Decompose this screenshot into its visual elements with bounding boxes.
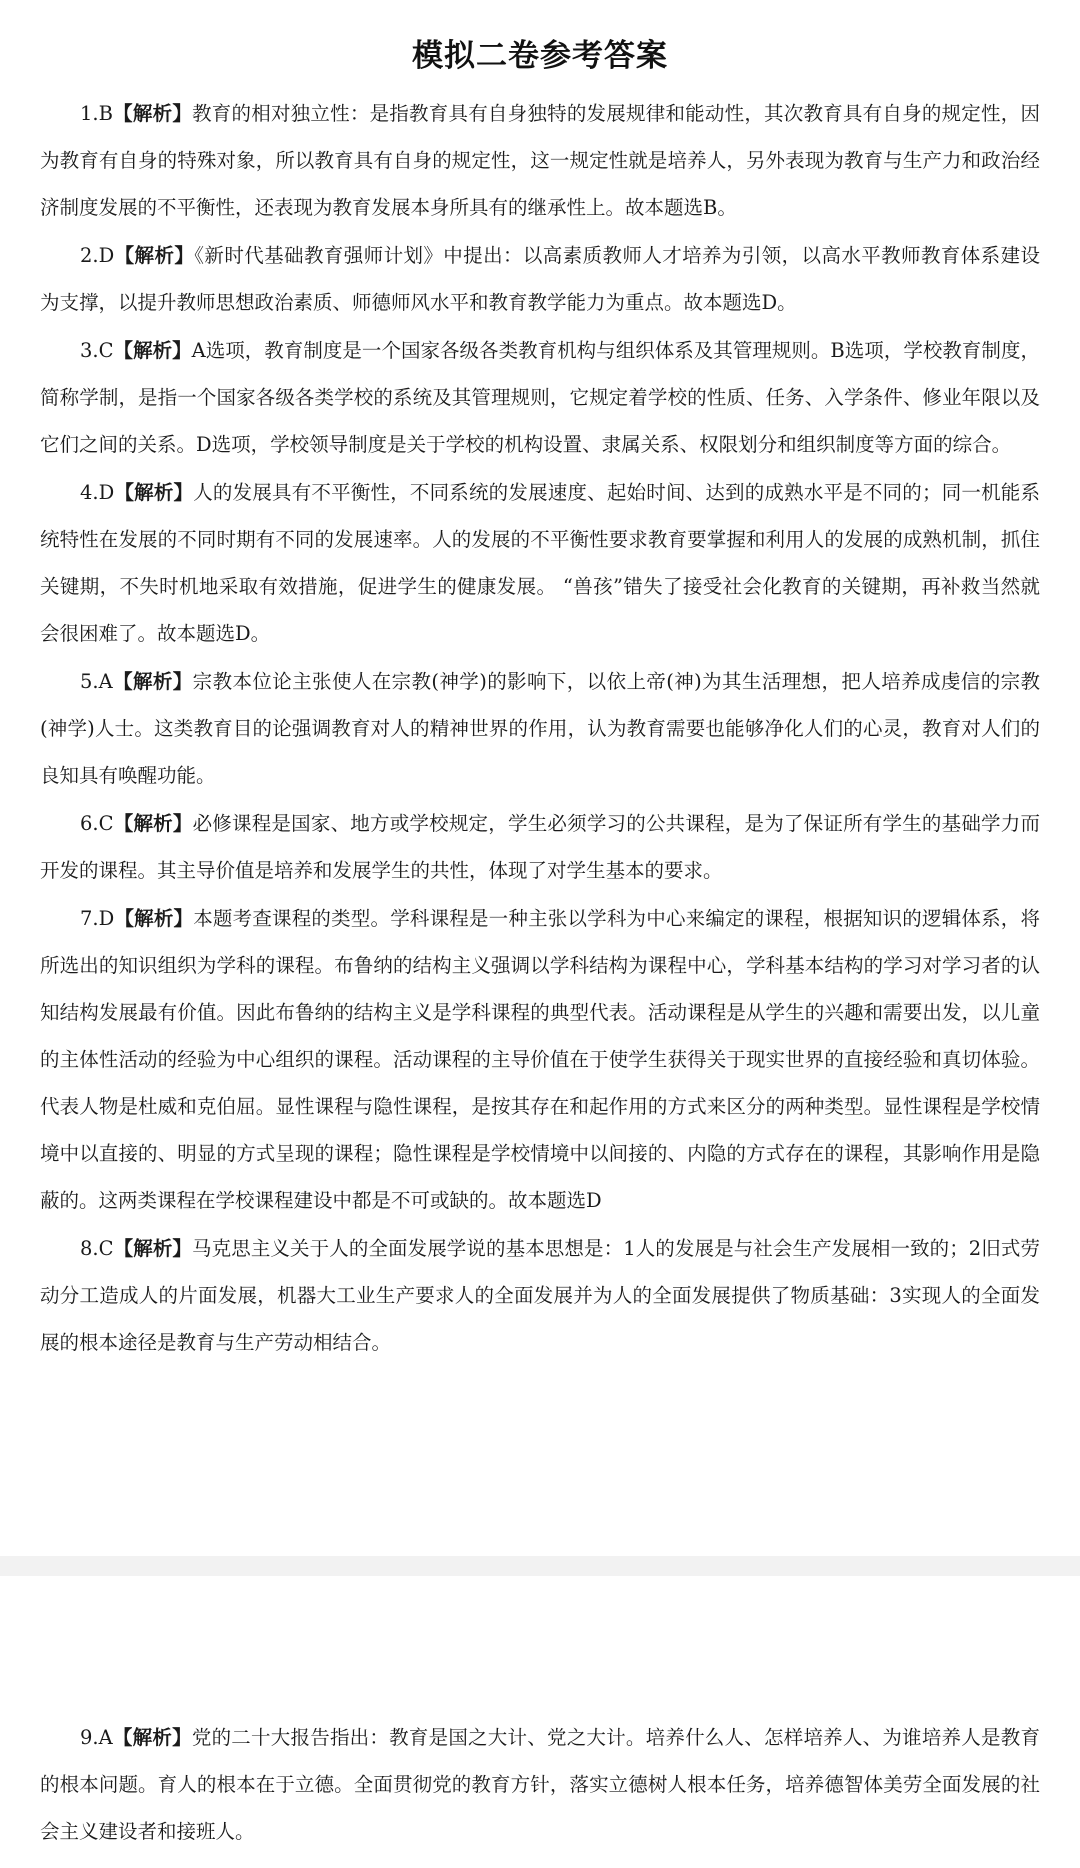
document-page-2 <box>0 1576 1080 1868</box>
answer-number: 2.D <box>80 244 115 267</box>
answer-number: 8.C <box>80 1237 114 1260</box>
answer-text: A选项，教育制度是一个国家各级各类教育机构与组织体系及其管理规则。B选项，学校教育制度，简称学制，是指一个国家各级各类学校的系统及其管理规则，它规定着学校的性质、任务、入学条件、修业年限以及它们之间的关系。D选项，学校领导制度是关于学校的机构设置、隶属关系、权限划分和组织制度等方面的综合。 <box>40 339 1040 456</box>
answer-item <box>40 1225 1040 1366</box>
answer-item <box>40 658 1040 799</box>
analysis-tag: 【解析】 <box>113 812 193 835</box>
answer-list <box>40 1714 1040 1856</box>
analysis-tag: 【解析】 <box>113 339 192 362</box>
answer-list <box>40 90 1040 1367</box>
document-title: 模拟二卷参考答案 <box>412 38 668 74</box>
analysis-tag: 【解析】 <box>114 481 194 504</box>
answer-text: 教育的相对独立性：是指教育具有自身独特的发展规律和能动性，其次教育具有自身的规定性，因为教育有自身的特殊对象，所以教育具有自身的规定性，这一规定性就是培养人，另外表现为教育与生产力和政治经济制度发展的不平衡性，还表现为教育发展本身所具有的继承性上。故本题选B。 <box>40 102 1040 219</box>
answer-number: 7.D <box>80 907 115 930</box>
answer-item <box>40 800 1040 894</box>
answer-number: 1.B <box>80 102 113 125</box>
answer-item <box>40 90 1040 231</box>
answer-text: 《新时代基础教育强师计划》中提出：以高素质教师人才培养为引领，以高水平教师教育体系建设为支撑，以提升教师思想政治素质、师德师风水平和教育教学能力为重点。故本题选D。 <box>40 244 1040 314</box>
answer-number: 4.D <box>80 481 115 504</box>
analysis-tag: 【解析】 <box>112 670 193 693</box>
answer-item <box>40 232 1040 326</box>
answer-item <box>40 469 1040 657</box>
analysis-tag: 【解析】 <box>114 907 194 930</box>
analysis-tag: 【解析】 <box>112 102 193 125</box>
analysis-tag: 【解析】 <box>114 244 195 267</box>
analysis-tag: 【解析】 <box>112 1726 192 1749</box>
answer-text: 必修课程是国家、地方或学校规定，学生必须学习的公共课程，是为了保证所有学生的基础学力而开发的课程。其主导价值是培养和发展学生的共性，体现了对学生基本的要求。 <box>40 812 1040 882</box>
answer-item <box>40 1714 1040 1855</box>
answer-item <box>40 327 1040 468</box>
answer-text: 人的发展具有不平衡性，不同系统的发展速度、起始时间、达到的成熟水平是不同的；同一机能系统特性在发展的不同时期有不同的发展速率。人的发展的不平衡性要求教育要掌握和利用人的发展的成熟机制，抓住关键期，不失时机地采取有效措施，促进学生的健康发展。 “兽孩”错失了接受社会化教育的关键期，再补救当然就会很困难了。故本题选D。 <box>40 481 1040 645</box>
analysis-tag: 【解析】 <box>113 1237 193 1260</box>
answer-number: 5.A <box>80 670 113 693</box>
page-separator <box>0 1556 1080 1576</box>
answer-text: 马克思主义关于人的全面发展学说的基本思想是：1人的发展是与社会生产发展相一致的；2旧式劳动分工造成人的片面发展，机器大工业生产要求人的全面发展并为人的全面发展提供了物质基础：3实现人的全面发展的根本途径是教育与生产劳动相结合。 <box>40 1237 1040 1354</box>
answer-text: 宗教本位论主张使人在宗教(神学)的影响下，以依上帝(神)为其生活理想，把人培养成虔信的宗教(神学)人士。这类教育目的论强调教育对人的精神世界的作用，认为教育需要也能够净化人们的心灵，教育对人们的良知具有唤醒功能。 <box>40 670 1040 787</box>
answer-text: 本题考查课程的类型。学科课程是一种主张以学科为中心来编定的课程，根据知识的逻辑体系，将所选出的知识组织为学科的课程。布鲁纳的结构主义强调以学科结构为课程中心，学科基本结构的学习对学习者的认知结构发展最有价值。因此布鲁纳的结构主义是学科课程的典型代表。活动课程是从学生的兴趣和需要出发，以儿童的主体性活动的经验为中心组织的课程。活动课程的主导价值在于使学生获得关于现实世界的直接经验和真切体验。代表人物是杜威和克伯屈。显性课程与隐性课程，是按其存在和起作用的方式来区分的两种类型。显性课程是学校情境中以直接的、明显的方式呈现的课程；隐性课程是学校情境中以间接的、内隐的方式存在的课程，其影响作用是隐蔽的。这两类课程在学校课程建设中都是不可或缺的。故本题选D <box>40 907 1040 1212</box>
answer-item <box>40 895 1040 1224</box>
answer-number: 6.C <box>80 812 114 835</box>
answer-text: 党的二十大报告指出：教育是国之大计、党之大计。培养什么人、怎样培养人、为谁培养人是教育的根本问题。育人的根本在于立德。全面贯彻党的教育方针，落实立德树人根本任务，培养德智体美劳全面发展的社会主义建设者和接班人。 <box>40 1726 1040 1843</box>
answer-number: 9.A <box>80 1726 113 1749</box>
answer-number: 3.C <box>80 339 114 362</box>
